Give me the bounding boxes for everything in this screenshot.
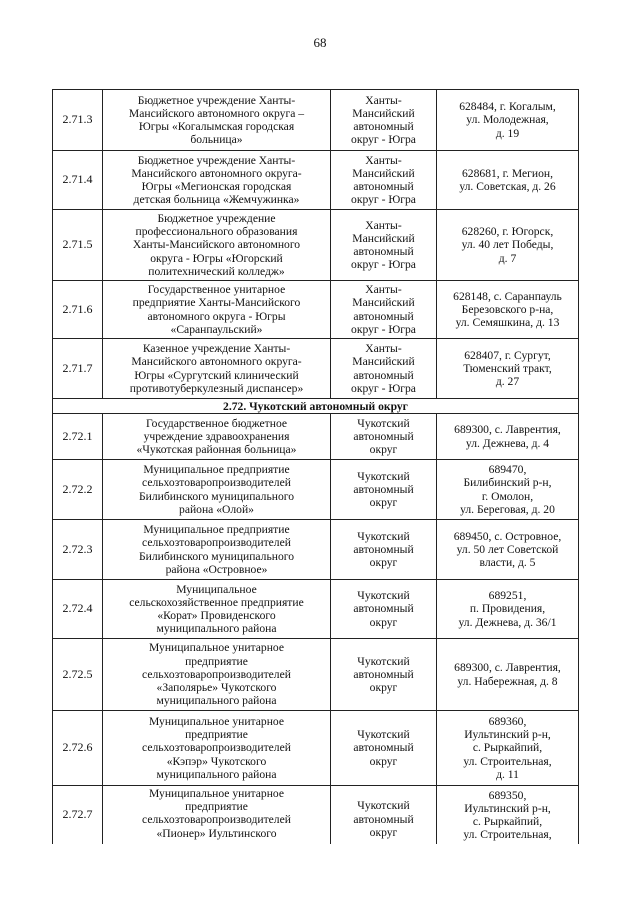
address: 628681, г. Мегион, ул. Советская, д. 26 [437, 151, 579, 210]
region: Чукотский автономный округ [331, 414, 437, 460]
table-row [53, 786, 579, 844]
region: Ханты- Мансийский автономный округ - Югра [331, 281, 437, 339]
table-row [53, 580, 579, 639]
organizations-table [52, 89, 579, 844]
page-number: 68 [313, 35, 327, 50]
row-number: 2.72.4 [53, 580, 103, 639]
table-row [53, 414, 579, 460]
region: Чукотский автономный округ [331, 786, 437, 844]
organization-name: Бюджетное учреждение Ханты- Мансийского автономного округа – Югры «Когалымская городская больница» [103, 90, 331, 151]
row-number: 2.72.5 [53, 639, 103, 711]
organization-name: Бюджетное учреждение Ханты- Мансийского автономного округа- Югры «Мегионская городская детская больница «Жемчужинка» [103, 151, 331, 210]
organization-name: Государственное унитарное предприятие Ханты-Мансийского автономного округа - Югры «Саранпаульский» [103, 281, 331, 339]
row-number: 2.71.5 [53, 210, 103, 281]
row-number: 2.72.2 [53, 460, 103, 520]
row-number: 2.72.1 [53, 414, 103, 460]
organization-name: Казенное учреждение Ханты- Мансийского автономного округа- Югры «Сургутский клинический противотуберкулезный диспансер» [103, 339, 331, 399]
row-number: 2.71.7 [53, 339, 103, 399]
organization-name: Муниципальное предприятие сельхозтоваропроизводителей Билибинского муниципального района «Олой» [103, 460, 331, 520]
address: 689251, п. Провидения, ул. Дежнева, д. 36/1 [437, 580, 579, 639]
organization-name: Муниципальное унитарное предприятие сельхозтоваропроизводителей «Заполярье» Чукотского муниципального района [103, 639, 331, 711]
organization-name: Муниципальное сельскохозяйственное предприятие «Корат» Провиденского муниципального района [103, 580, 331, 639]
address: 689470, Билибинский р-н, г. Омолон, ул. Береговая, д. 20 [437, 460, 579, 520]
address: 689360, Иультинский р-н, с. Рыркайпий, ул. Строительная, д. 11 [437, 711, 579, 786]
table-row [53, 339, 579, 399]
table-row [53, 639, 579, 711]
table-row [53, 520, 579, 580]
address: 628407, г. Сургут, Тюменский тракт, д. 27 [437, 339, 579, 399]
region: Ханты- Мансийский автономный округ - Югра [331, 151, 437, 210]
row-number: 2.71.6 [53, 281, 103, 339]
address: 689450, с. Островное, ул. 50 лет Советской власти, д. 5 [437, 520, 579, 580]
table-row [53, 460, 579, 520]
table-row [53, 711, 579, 786]
address: 689300, с. Лаврентия, ул. Набережная, д. 8 [437, 639, 579, 711]
address: 689350, Иультинский р-н, с. Рыркайпий, ул. Строительная, [437, 786, 579, 844]
address: 689300, с. Лаврентия, ул. Дежнева, д. 4 [437, 414, 579, 460]
region: Ханты- Мансийский автономный округ - Югра [331, 339, 437, 399]
row-number: 2.71.4 [53, 151, 103, 210]
organization-name: Муниципальное унитарное предприятие сельхозтоваропроизводителей «Кэпэр» Чукотского муниципального района [103, 711, 331, 786]
region: Ханты- Мансийский автономный округ - Югра [331, 90, 437, 151]
region: Ханты- Мансийский автономный округ - Югра [331, 210, 437, 281]
address: 628148, с. Саранпауль Березовского р-на, ул. Семяшкина, д. 13 [437, 281, 579, 339]
region: Чукотский автономный округ [331, 460, 437, 520]
row-number: 2.72.7 [53, 786, 103, 844]
region: Чукотский автономный округ [331, 711, 437, 786]
section-title: 2.72. Чукотский автономный округ [53, 399, 579, 414]
organization-name: Муниципальное унитарное предприятие сельхозтоваропроизводителей «Пионер» Иультинского [103, 786, 331, 844]
row-number: 2.72.3 [53, 520, 103, 580]
organization-name: Муниципальное предприятие сельхозтоваропроизводителей Билибинского муниципального района «Островное» [103, 520, 331, 580]
section-header-row [53, 399, 579, 414]
region: Чукотский автономный округ [331, 580, 437, 639]
table-row [53, 90, 579, 151]
row-number: 2.71.3 [53, 90, 103, 151]
table-row [53, 151, 579, 210]
table-row [53, 281, 579, 339]
region: Чукотский автономный округ [331, 639, 437, 711]
row-number: 2.72.6 [53, 711, 103, 786]
table-row [53, 210, 579, 281]
organization-name: Государственное бюджетное учреждение здравоохранения «Чукотская районная больница» [103, 414, 331, 460]
address: 628260, г. Югорск, ул. 40 лет Победы, д. 7 [437, 210, 579, 281]
address: 628484, г. Когалым, ул. Молодежная, д. 19 [437, 90, 579, 151]
organization-name: Бюджетное учреждение профессионального образования Ханты-Мансийского автономного округа - Югры «Югорский политехнический колледж» [103, 210, 331, 281]
region: Чукотский автономный округ [331, 520, 437, 580]
